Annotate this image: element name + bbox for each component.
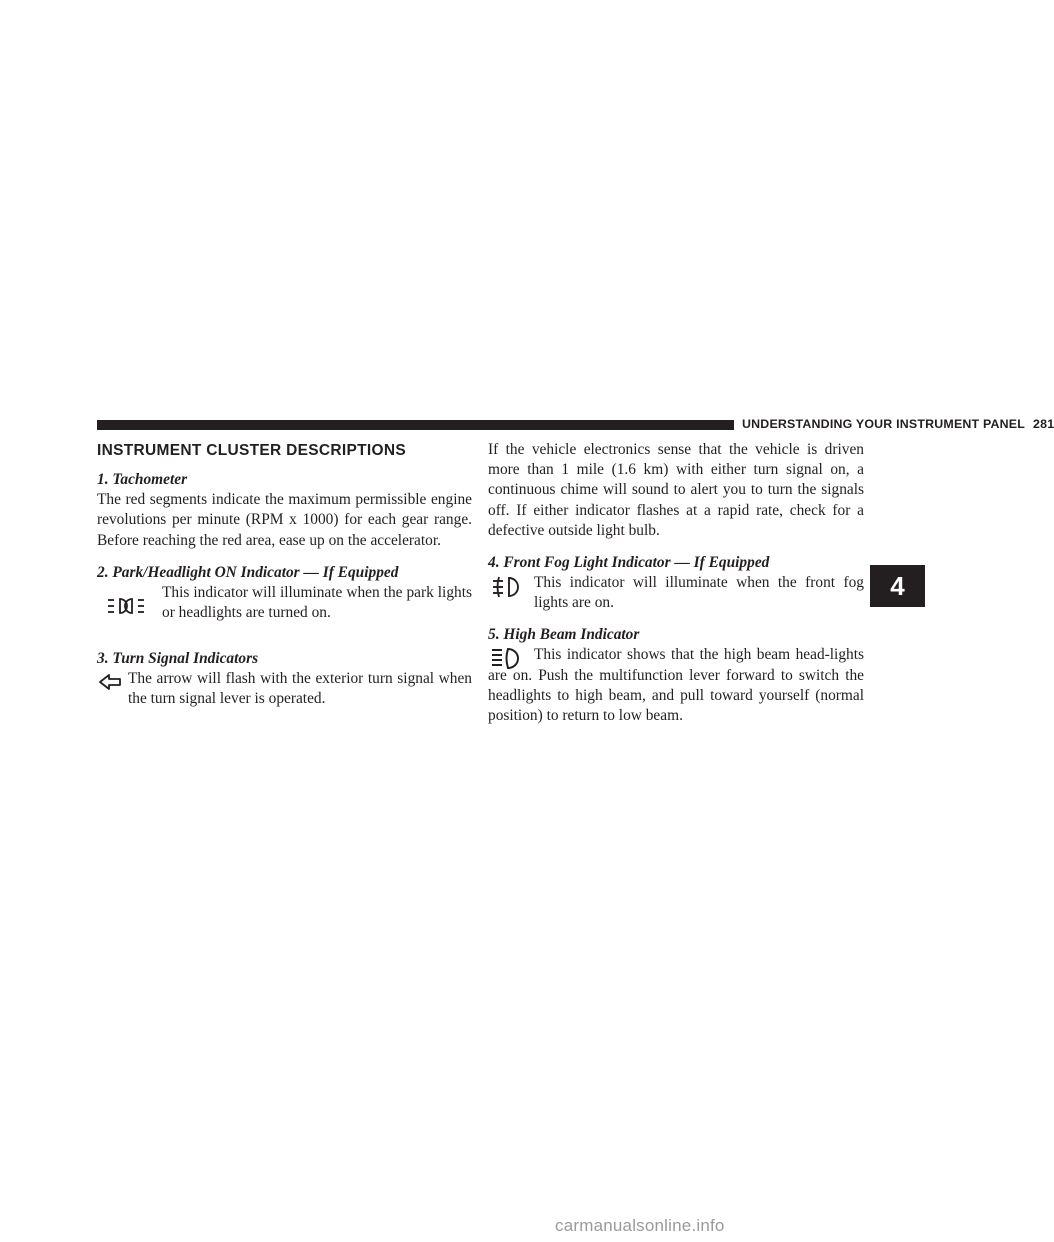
item-heading-high-beam: 5. High Beam Indicator [488, 626, 640, 644]
running-header [742, 417, 1054, 431]
chapter-tab: 4 [870, 565, 925, 607]
section-title: INSTRUMENT CLUSTER DESCRIPTIONS [97, 442, 406, 459]
left-column [97, 470, 472, 711]
item-body-turn-signal: The arrow will flash with the exterior turn signal when the turn signal lever is operated. [128, 670, 472, 708]
item-heading-tachometer: 1. Tachometer [97, 471, 188, 488]
right-column [488, 440, 864, 727]
item-body-front-fog: This indicator will illuminate when the front fog lights are on. [534, 574, 864, 612]
item-body-park-headlight: This indicator will illuminate when the park lights or headlights are turned on. [162, 584, 472, 622]
front-fog-light-icon [490, 575, 522, 599]
page-number: 281 [1033, 417, 1054, 431]
turn-signal-continuation: If the vehicle electronics sense that the vehicle is driven more than 1 mile (1.6 km) with either turn signal on, a continuous chime will sound to alert you to turn the signals off. If either indicator flashes at a rapid rate, check for a defective outside light bulb. [488, 441, 864, 539]
turn-signal-arrow-icon [99, 673, 121, 691]
park-headlight-icon [107, 597, 145, 615]
item-heading-turn-signal: 3. Turn Signal Indicators [97, 650, 259, 668]
header-rule [97, 420, 734, 430]
item-body-tachometer: The red segments indicate the maximum permissible engine revolutions per minute (RPM x 1000) for each gear range. Before reaching the red area, ease up on the accelerator. [97, 491, 472, 549]
item-body-high-beam: This indicator shows that the high beam head-lights are on. Push the multifunction lever forward to switch the headlights to high beam, and pull toward yourself (normal position) to return to low beam. [488, 646, 864, 725]
running-header-title: UNDERSTANDING YOUR INSTRUMENT PANEL [742, 417, 1026, 431]
item-heading-park-headlight: 2. Park/Headlight ON Indicator — If Equipped [97, 563, 399, 581]
item-heading-front-fog: 4. Front Fog Light Indicator — If Equipped [488, 554, 770, 572]
watermark-footer: carmanualsonline.info [555, 1216, 725, 1235]
